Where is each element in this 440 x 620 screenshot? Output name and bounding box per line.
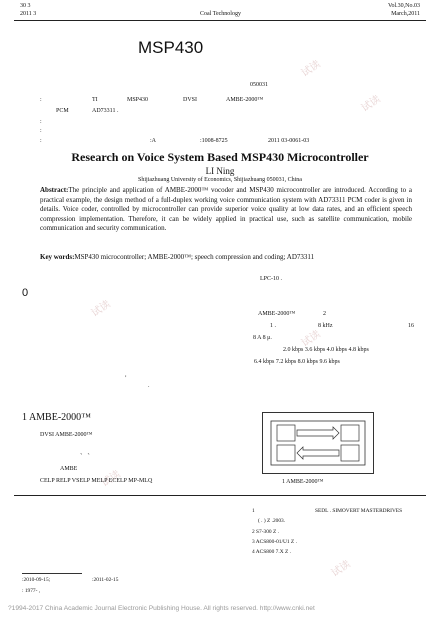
keywords-en	[40, 253, 412, 263]
diagram-arrow-right	[297, 427, 339, 439]
header-right-volume: Vol.30,No.03	[387, 3, 420, 9]
body-commas: 、 、	[80, 450, 94, 456]
body-codec-list: CELP RELP VSELP MELP ECELP MP-MLQ	[40, 478, 153, 484]
body-dvsi-line: DVSI AMBE-2000™	[40, 432, 93, 438]
diagram-outer-box	[271, 421, 365, 465]
abstract-cn-dvsi: DVSI	[183, 97, 198, 103]
reference-2: 2 S7-300 Z .	[252, 529, 279, 535]
clc-label: :	[40, 128, 42, 134]
abstract-cn-ad73311: AD73311 .	[92, 108, 119, 114]
watermark: 试读	[99, 468, 123, 490]
abstract-en-label: Abstract:	[40, 186, 69, 194]
abstract-cn-msp430: MSP430	[127, 97, 149, 103]
affiliation-code: 050031	[250, 82, 268, 88]
body-comma: ,	[125, 372, 127, 378]
abstract-cn-label: :	[40, 97, 42, 103]
figure-1-caption: 1 AMBE-2000™	[282, 479, 324, 485]
body-8a8: 8 A 8 μ.	[253, 335, 272, 341]
affiliation-en: Shijiazhuang University of Economics, Shijiazhuang 050031, China	[138, 177, 302, 183]
lower-rule	[14, 495, 426, 496]
header-rule	[14, 20, 426, 21]
reference-1-title: SEDL . SIMOVERT MASTERDRIVES	[315, 508, 403, 514]
abstract-en-text: The principle and application of AMBE-2000™ vocoder and MSP430 microcontroller are introduced. According to a practical example, the design method of a full-duplex working voice communication system with AD73311 PCM coder is given in details. Voice coder, controlled by microcontroller can provide superior voice quality at low data rates, and an efficient speech compression implementation. Therefore, it can be widely applied in practical use, such as satellite communication, mobile communication and security communication.	[40, 186, 412, 233]
article-number: 2011 03-0061-03	[268, 138, 310, 144]
header-left-issue: 30 3	[20, 3, 31, 9]
author-en: LI Ning	[205, 166, 235, 176]
diagram-block-right-bottom	[341, 445, 359, 461]
watermark: 试读	[329, 558, 353, 580]
body-8khz: 8 kHz	[318, 323, 333, 329]
body-rates-row1: 2.0 kbps 3.6 kbps 4.0 kbps 4.8 kbps	[283, 347, 369, 353]
diagram-block-left-bottom	[277, 445, 295, 461]
lpc-text: LPC-10 .	[260, 276, 283, 282]
page-title-cn: MSP430	[138, 38, 204, 57]
abstract-cn-ti: TI	[92, 97, 98, 103]
classification-colon: :	[40, 138, 42, 144]
body-period: .	[148, 383, 150, 389]
watermark: 试读	[299, 58, 323, 80]
abstract-cn-pcm: PCM	[56, 108, 69, 114]
reference-1-num: 1	[252, 508, 255, 514]
copyright-notice: ?1994-2017 China Academic Journal Electronic Publishing House. All rights reserved. http://www.cnki.net	[8, 605, 315, 612]
footnote-author-bio: : 1977- ,	[22, 588, 41, 594]
footnote-rule	[22, 573, 82, 574]
body-ambe: AMBE	[60, 466, 78, 472]
body-num-2: 2	[323, 311, 326, 317]
figure-1-diagram	[262, 412, 374, 474]
abstract-en	[40, 186, 412, 234]
body-rates-row2: 6.4 kbps 7.2 kbps 8.0 kbps 9.6 kbps	[254, 359, 340, 365]
footnote-revised: :2011-02-15	[92, 577, 119, 583]
section-1-heading: 1 AMBE-2000™	[22, 412, 91, 423]
keywords-cn-label: :	[40, 119, 42, 125]
header-right-date: March,2011	[391, 11, 420, 17]
reference-4: 4 ACS800 7.X Z .	[252, 549, 291, 555]
body-num-1: 1 .	[270, 323, 276, 329]
abstract-cn-ambe: AMBE-2000™	[226, 97, 264, 103]
watermark: 试读	[359, 93, 383, 115]
diagram-block-left-top	[277, 425, 295, 441]
section-0-heading: 0	[22, 287, 29, 299]
body-ambe2000: AMBE-2000™	[258, 311, 296, 317]
reference-1-detail: ( . ) Z .2003.	[258, 518, 286, 524]
journal-name: Coal Technology	[200, 11, 241, 17]
watermark: 试读	[89, 298, 113, 320]
block-diagram-svg	[263, 413, 373, 473]
footnote-received: :2010-09-15;	[22, 577, 51, 583]
watermark: 试读	[299, 328, 323, 350]
issn: :1008-8725	[200, 138, 228, 144]
reference-3: 3 ACS800-01/U1 Z .	[252, 539, 297, 545]
body-16: 16	[408, 323, 414, 329]
page-title-en: Research on Voice System Based MSP430 Microcontroller	[71, 150, 369, 164]
diagram-block-right-top	[341, 425, 359, 441]
document-code: :A	[150, 138, 156, 144]
keywords-en-text: MSP430 microcontroller; AMBE-2000™; speech compression and coding; AD73311	[74, 253, 315, 261]
diagram-arrow-left	[297, 447, 339, 459]
header-left-date: 2011 3	[20, 11, 37, 17]
keywords-en-label: Key words:	[40, 253, 75, 261]
